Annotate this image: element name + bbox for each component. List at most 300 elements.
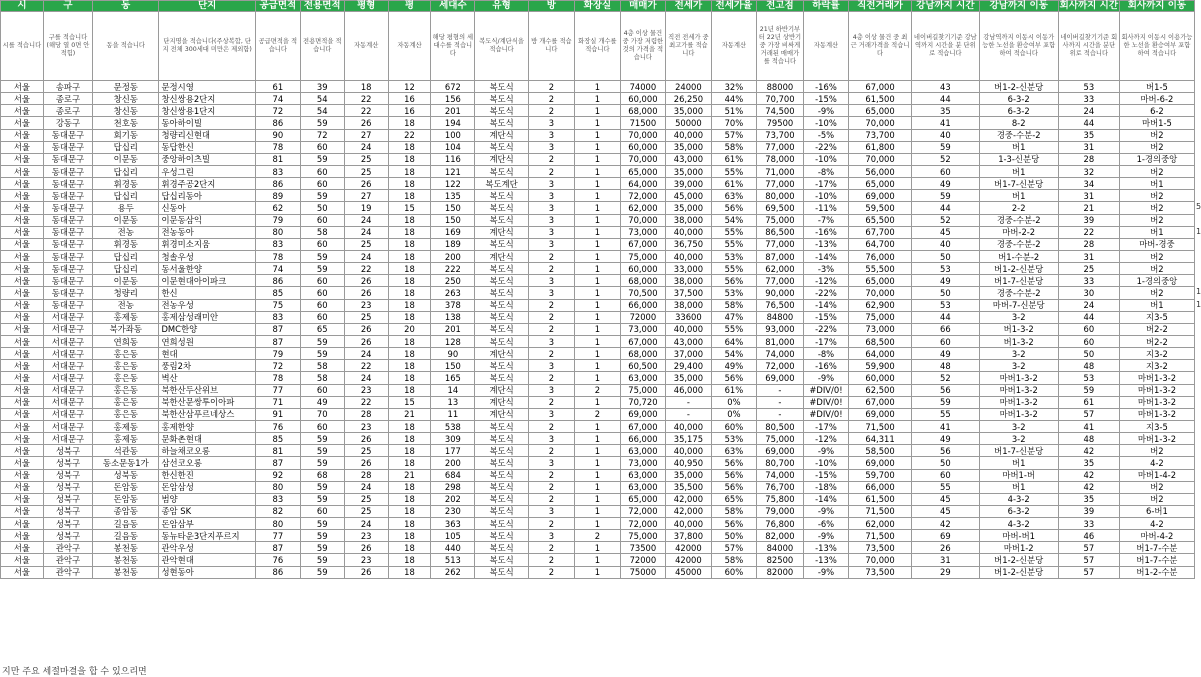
table-cell[interactable]: 200 [431,250,475,262]
table-cell[interactable]: 189 [431,238,475,250]
table-cell[interactable]: 57 [1058,408,1119,420]
table-cell[interactable]: 서울 [1,190,44,202]
table-cell[interactable]: 복도식 [475,214,529,226]
table-cell[interactable]: 65,500 [848,214,911,226]
table-cell[interactable]: 복도식 [475,493,529,505]
table-cell[interactable]: 버1-3-2 [979,335,1058,347]
table-cell[interactable]: 71,000 [756,165,803,177]
column-description[interactable]: 해당 평형의 세대수를 적습니다 [431,12,475,81]
table-cell[interactable]: 35,000 [665,141,711,153]
table-cell[interactable]: 71500 [620,117,665,129]
table-cell[interactable]: 전농 [93,299,159,311]
table-cell[interactable]: 1 [574,396,620,408]
table-cell[interactable]: 1 [574,141,620,153]
table-cell[interactable]: 65,000 [848,178,911,190]
table-cell[interactable]: 버2 [1119,165,1194,177]
table-cell[interactable]: 59 [300,566,344,578]
table-cell[interactable]: 39 [1058,214,1119,226]
table-cell[interactable]: 1 [574,348,620,360]
table-cell[interactable]: 3-2 [979,311,1058,323]
table-cell[interactable]: 60 [300,275,344,287]
table-cell[interactable]: 62 [255,202,300,214]
table-cell[interactable]: 계단식 [475,226,529,238]
table-cell[interactable]: 1 [574,81,620,93]
table-cell[interactable]: 77,000 [756,141,803,153]
table-cell[interactable]: 60,000 [620,93,665,105]
table-cell[interactable]: 전농우성 [159,299,255,311]
table-cell[interactable]: 동대문구 [43,214,92,226]
table-cell[interactable]: 81 [255,153,300,165]
table-cell[interactable]: 70,000 [848,287,911,299]
table-cell[interactable]: 70% [711,117,756,129]
column-header[interactable]: 평형 [344,1,388,12]
table-cell[interactable]: 홍제동 [93,420,159,432]
table-cell[interactable]: 69,500 [756,202,803,214]
table-cell[interactable]: 36,750 [665,238,711,250]
table-cell[interactable]: 연희동 [93,335,159,347]
table-cell[interactable]: 3-2 [979,348,1058,360]
table-cell[interactable]: 18 [388,518,431,530]
table-cell[interactable]: 55% [711,165,756,177]
table-cell[interactable]: 80 [255,481,300,493]
table-cell[interactable]: 22 [344,105,388,117]
table-cell[interactable]: 68,000 [620,105,665,117]
table-cell[interactable]: 30 [1058,287,1119,299]
table-cell[interactable]: 복도식 [475,238,529,250]
table-cell[interactable]: 70,720 [620,396,665,408]
table-cell[interactable]: 59 [300,542,344,554]
table-cell[interactable]: 하늘채코오롱 [159,445,255,457]
table-cell[interactable]: 이문동 [93,214,159,226]
table-cell[interactable]: 동대문구 [43,165,92,177]
table-cell[interactable]: 1 [574,469,620,481]
table-cell[interactable]: 86 [255,117,300,129]
table-cell[interactable]: 복도식 [475,81,529,93]
table-cell[interactable]: 25 [344,165,388,177]
table-cell[interactable]: 47% [711,311,756,323]
table-cell[interactable]: 복도식 [475,117,529,129]
table-cell[interactable]: 18 [388,287,431,299]
table-cell[interactable]: 63% [711,190,756,202]
table-cell[interactable]: 80,000 [756,190,803,202]
table-cell[interactable]: 동대문구 [43,153,92,165]
table-cell[interactable]: 마버-2-2 [979,226,1058,238]
table-cell[interactable]: 24 [344,372,388,384]
table-cell[interactable]: 69 [912,530,979,542]
table-cell[interactable]: 창신동 [93,105,159,117]
table-cell[interactable]: 128 [431,335,475,347]
table-cell[interactable]: 75 [255,299,300,311]
table-cell[interactable]: 58,500 [848,445,911,457]
table-cell[interactable]: 23 [344,420,388,432]
table-cell[interactable]: 76,800 [756,518,803,530]
table-cell[interactable]: 버2 [1119,141,1194,153]
table-cell[interactable]: 서울 [1,542,44,554]
table-cell[interactable]: 서대문구 [43,420,92,432]
table-cell[interactable]: 53 [1058,81,1119,93]
table-cell[interactable]: 1 [574,202,620,214]
table-cell[interactable]: - [756,384,803,396]
table-cell[interactable]: 1 [574,493,620,505]
table-cell[interactable]: 85 [255,433,300,445]
table-cell[interactable]: 64% [711,335,756,347]
table-cell[interactable]: 버1 [979,141,1058,153]
table-cell[interactable]: 마버-4-2 [1119,530,1194,542]
table-cell[interactable]: 서울 [1,141,44,153]
table-cell[interactable]: 동대문구 [43,202,92,214]
table-cell[interactable]: 135 [431,190,475,202]
table-cell[interactable]: 0% [711,408,756,420]
table-cell[interactable]: 서대문구 [43,311,92,323]
table-cell[interactable]: 15 [388,396,431,408]
table-cell[interactable]: 18 [388,554,431,566]
table-cell[interactable]: 돈암동 [93,481,159,493]
column-description[interactable]: 강남역까지 이동시 이동가능한 노선을 환승여부 포함하여 적습니다 [979,12,1058,81]
table-cell[interactable]: 53% [711,433,756,445]
table-cell[interactable]: 74,000 [756,348,803,360]
table-cell[interactable]: -5% [803,129,848,141]
table-cell[interactable]: 35 [1058,129,1119,141]
table-cell[interactable]: 경중-수분-2 [979,238,1058,250]
table-cell[interactable]: 59 [300,250,344,262]
column-header[interactable]: 시 [1,1,44,12]
table-cell[interactable]: 25 [344,238,388,250]
table-cell[interactable]: 성북구 [43,518,92,530]
table-cell[interactable]: 18 [388,384,431,396]
table-cell[interactable]: 104 [431,141,475,153]
table-cell[interactable]: 2 [528,105,574,117]
table-cell[interactable]: 33,000 [665,263,711,275]
table-cell[interactable]: 52 [912,153,979,165]
table-cell[interactable]: 73,500 [848,566,911,578]
table-cell[interactable]: 2 [528,323,574,335]
table-cell[interactable]: 동소문동1가 [93,457,159,469]
table-cell[interactable]: 53% [711,250,756,262]
table-cell[interactable]: 45 [912,505,979,517]
table-cell[interactable]: 성북구 [43,481,92,493]
table-cell[interactable]: 문정시영 [159,81,255,93]
table-cell[interactable]: 26 [344,287,388,299]
table-cell[interactable]: 26 [344,323,388,335]
table-cell[interactable]: 121 [431,165,475,177]
table-cell[interactable]: 56% [711,202,756,214]
table-cell[interactable]: 80 [255,226,300,238]
table-cell[interactable]: 27 [344,129,388,141]
table-cell[interactable]: 79,000 [756,505,803,517]
table-cell[interactable]: 68,000 [620,275,665,287]
table-cell[interactable]: 35,175 [665,433,711,445]
column-description[interactable]: 화장실 개수를 적습니다 [574,12,620,81]
table-cell[interactable]: 83 [255,493,300,505]
table-cell[interactable]: 복도식 [475,420,529,432]
table-cell[interactable]: 성북구 [43,530,92,542]
table-cell[interactable]: 18 [388,214,431,226]
table-cell[interactable]: 37,000 [665,348,711,360]
column-description[interactable]: 4층 이상 물건 중 최근 거래가격을 적습니다 [848,12,911,81]
table-cell[interactable]: -9% [803,566,848,578]
table-cell[interactable]: 35,500 [665,481,711,493]
column-description[interactable]: 단지명을 적습니다(주상복합, 단지 전체 300세대 미만은 제외함) [159,12,255,81]
table-cell[interactable]: 59 [300,263,344,275]
table-cell[interactable]: 홍제삼성래미안 [159,311,255,323]
table-cell[interactable]: 북가좌동 [93,323,159,335]
table-cell[interactable]: 1 [574,481,620,493]
table-cell[interactable]: 3 [528,129,574,141]
table-cell[interactable]: 북한산문쌍투이아파 [159,396,255,408]
table-cell[interactable]: 26 [344,275,388,287]
table-cell[interactable]: 42 [1058,445,1119,457]
table-cell[interactable]: 76,700 [756,481,803,493]
table-cell[interactable]: 청량리 [93,287,159,299]
table-cell[interactable]: 종로구 [43,93,92,105]
table-cell[interactable]: 답십리 [93,250,159,262]
table-cell[interactable]: 81,000 [756,335,803,347]
table-cell[interactable]: 21 [388,469,431,481]
table-cell[interactable]: 동대문구 [43,190,92,202]
table-cell[interactable]: 25 [344,445,388,457]
column-header[interactable]: 회사까지 이동 [1119,1,1194,12]
table-cell[interactable]: 서울 [1,202,44,214]
table-cell[interactable]: 58% [711,141,756,153]
table-cell[interactable]: 1 [574,93,620,105]
table-cell[interactable]: -22% [803,287,848,299]
column-header[interactable]: 평 [388,1,431,12]
table-cell[interactable]: 80,500 [756,420,803,432]
table-cell[interactable]: 1 [574,299,620,311]
table-cell[interactable]: 이문동 [93,153,159,165]
table-cell[interactable]: 54 [300,105,344,117]
table-cell[interactable]: 서울 [1,518,44,530]
table-cell[interactable]: 56,000 [848,165,911,177]
table-cell[interactable]: 1 [574,542,620,554]
table-cell[interactable]: 85 [255,287,300,299]
table-cell[interactable]: 버2 [1119,493,1194,505]
table-cell[interactable]: 35 [1058,457,1119,469]
table-cell[interactable]: 28 [344,408,388,420]
table-cell[interactable]: 25 [344,505,388,517]
table-cell[interactable]: 버1-수분-2 [979,250,1058,262]
table-cell[interactable]: 45 [912,226,979,238]
table-cell[interactable]: 동대문구 [43,263,92,275]
table-cell[interactable]: 24 [344,226,388,238]
table-cell[interactable]: 61,500 [848,93,911,105]
table-cell[interactable]: 성북구 [43,445,92,457]
table-cell[interactable]: 40 [912,129,979,141]
table-cell[interactable]: 44 [912,202,979,214]
table-cell[interactable]: 24 [344,141,388,153]
table-cell[interactable]: 6-3-2 [979,105,1058,117]
table-cell[interactable]: 65,000 [848,275,911,287]
table-cell[interactable]: 돈암삼성 [159,481,255,493]
table-cell[interactable]: 75,000 [620,384,665,396]
table-cell[interactable]: 90 [431,348,475,360]
column-header[interactable]: 매매가 [620,1,665,12]
table-cell[interactable]: 75,000 [756,433,803,445]
table-cell[interactable]: 19 [344,202,388,214]
table-cell[interactable]: 문정동 [93,81,159,93]
table-cell[interactable]: 복도식 [475,335,529,347]
table-cell[interactable]: 38,000 [665,299,711,311]
table-cell[interactable]: 버1 [979,165,1058,177]
table-cell[interactable]: 복도식 [475,202,529,214]
table-cell[interactable]: 1 [574,311,620,323]
table-cell[interactable]: 서울 [1,554,44,566]
table-cell[interactable]: 31 [1058,190,1119,202]
table-cell[interactable]: 54% [711,348,756,360]
table-cell[interactable]: 관악우성 [159,542,255,554]
table-cell[interactable]: 49 [912,348,979,360]
table-cell[interactable]: 2 [528,263,574,275]
table-cell[interactable]: 13 [431,396,475,408]
table-cell[interactable]: 복도식 [475,311,529,323]
table-cell[interactable]: 22 [344,93,388,105]
table-cell[interactable]: 1 [574,178,620,190]
table-cell[interactable]: 18 [388,153,431,165]
table-cell[interactable]: 성북구 [43,505,92,517]
table-cell[interactable]: 21 [388,408,431,420]
table-cell[interactable]: 종암 SK [159,505,255,517]
table-cell[interactable]: 56% [711,275,756,287]
table-cell[interactable]: 222 [431,263,475,275]
column-header[interactable]: 강남까지 시간 [912,1,979,12]
table-cell[interactable]: 동대문구 [43,178,92,190]
table-cell[interactable]: 18 [388,250,431,262]
table-cell[interactable]: 봉천동 [93,566,159,578]
table-cell[interactable]: 63,000 [620,445,665,457]
table-cell[interactable]: 37,800 [665,530,711,542]
table-cell[interactable]: 177 [431,445,475,457]
table-cell[interactable]: 65,000 [620,493,665,505]
table-cell[interactable]: 61 [1058,396,1119,408]
table-cell[interactable]: 18 [388,493,431,505]
table-cell[interactable]: 현대 [159,348,255,360]
table-cell[interactable]: 61% [711,153,756,165]
table-cell[interactable]: 1 [574,335,620,347]
table-cell[interactable]: 92 [255,469,300,481]
table-cell[interactable]: 경중-수분-2 [979,287,1058,299]
table-cell[interactable]: 18 [388,238,431,250]
table-cell[interactable]: 2 [528,165,574,177]
table-cell[interactable]: 24 [344,481,388,493]
table-cell[interactable]: 천호동 [93,117,159,129]
table-cell[interactable]: 78 [255,372,300,384]
table-cell[interactable]: 37,500 [665,287,711,299]
column-description[interactable]: 직전 전세가 중 최고가를 적습니다 [665,12,711,81]
table-cell[interactable]: 25 [344,311,388,323]
table-cell[interactable]: 서울 [1,433,44,445]
table-cell[interactable]: 종로구 [43,105,92,117]
table-cell[interactable]: 74,000 [756,469,803,481]
table-cell[interactable]: -14% [803,299,848,311]
table-cell[interactable]: 64,311 [848,433,911,445]
table-cell[interactable]: 24 [1058,105,1119,117]
table-cell[interactable]: 서울 [1,178,44,190]
table-cell[interactable]: 60 [300,165,344,177]
table-cell[interactable]: 76 [255,420,300,432]
table-cell[interactable]: 74,500 [756,105,803,117]
table-cell[interactable]: 2 [528,481,574,493]
table-cell[interactable]: 73,500 [848,542,911,554]
table-cell[interactable]: 18 [388,263,431,275]
table-cell[interactable]: 28 [1058,238,1119,250]
table-cell[interactable]: 55% [711,323,756,335]
table-cell[interactable]: 범양 [159,493,255,505]
table-cell[interactable]: 2 [528,396,574,408]
table-cell[interactable]: 서울 [1,372,44,384]
table-cell[interactable]: 60,000 [620,263,665,275]
table-cell[interactable]: 서울 [1,360,44,372]
table-cell[interactable]: 56 [912,445,979,457]
table-cell[interactable]: 3 [528,360,574,372]
table-cell[interactable]: 동대문구 [43,250,92,262]
table-cell[interactable]: 성북구 [43,457,92,469]
table-cell[interactable]: 60 [300,178,344,190]
table-cell[interactable]: 73,000 [620,226,665,238]
table-cell[interactable]: 79 [255,348,300,360]
table-cell[interactable]: 60 [300,311,344,323]
table-cell[interactable]: 서울 [1,93,44,105]
table-cell[interactable]: 신동아 [159,202,255,214]
table-cell[interactable]: 1 [574,287,620,299]
table-cell[interactable]: 1-경의중앙 [1119,153,1194,165]
table-cell[interactable]: 1 [574,360,620,372]
table-cell[interactable]: 청솔우성 [159,250,255,262]
table-cell[interactable]: 33 [1058,518,1119,530]
table-cell[interactable]: 한신한진 [159,469,255,481]
table-cell[interactable]: 18 [388,141,431,153]
table-cell[interactable]: 18 [388,299,431,311]
table-cell[interactable]: -16% [803,226,848,238]
table-cell[interactable]: 79 [255,214,300,226]
table-cell[interactable]: 72,000 [620,505,665,517]
table-cell[interactable]: 43,000 [665,153,711,165]
table-cell[interactable]: 73,000 [620,457,665,469]
table-cell[interactable]: 35,000 [665,165,711,177]
table-cell[interactable]: 3 [528,202,574,214]
table-cell[interactable]: 73,700 [848,129,911,141]
table-cell[interactable]: -15% [803,311,848,323]
table-cell[interactable]: 71,500 [848,420,911,432]
table-cell[interactable]: 복도식 [475,93,529,105]
table-cell[interactable]: 67,000 [620,238,665,250]
table-cell[interactable]: -10% [803,117,848,129]
table-cell[interactable]: 65,000 [848,105,911,117]
table-cell[interactable]: 2 [574,530,620,542]
table-cell[interactable]: 서울 [1,457,44,469]
table-cell[interactable]: 2 [528,469,574,481]
table-cell[interactable]: 76,000 [848,250,911,262]
table-cell[interactable]: 2 [528,81,574,93]
table-cell[interactable]: 78 [255,250,300,262]
table-cell[interactable]: 40,000 [665,420,711,432]
table-cell[interactable]: 45,000 [665,190,711,202]
table-cell[interactable]: 22 [344,263,388,275]
table-cell[interactable]: 59,700 [848,469,911,481]
table-cell[interactable]: 18 [388,190,431,202]
table-cell[interactable]: 서울 [1,348,44,360]
table-cell[interactable]: #DIV/0! [803,408,848,420]
table-cell[interactable]: 18 [388,505,431,517]
table-cell[interactable]: 26 [344,566,388,578]
table-cell[interactable]: 버2 [1119,250,1194,262]
table-cell[interactable]: 동대문구 [43,129,92,141]
table-cell[interactable]: 관악현대 [159,554,255,566]
table-cell[interactable]: 마버-버1 [979,530,1058,542]
table-cell[interactable]: 58% [711,505,756,517]
table-cell[interactable]: -17% [803,420,848,432]
table-cell[interactable]: 성북구 [43,493,92,505]
table-cell[interactable]: 50% [711,530,756,542]
